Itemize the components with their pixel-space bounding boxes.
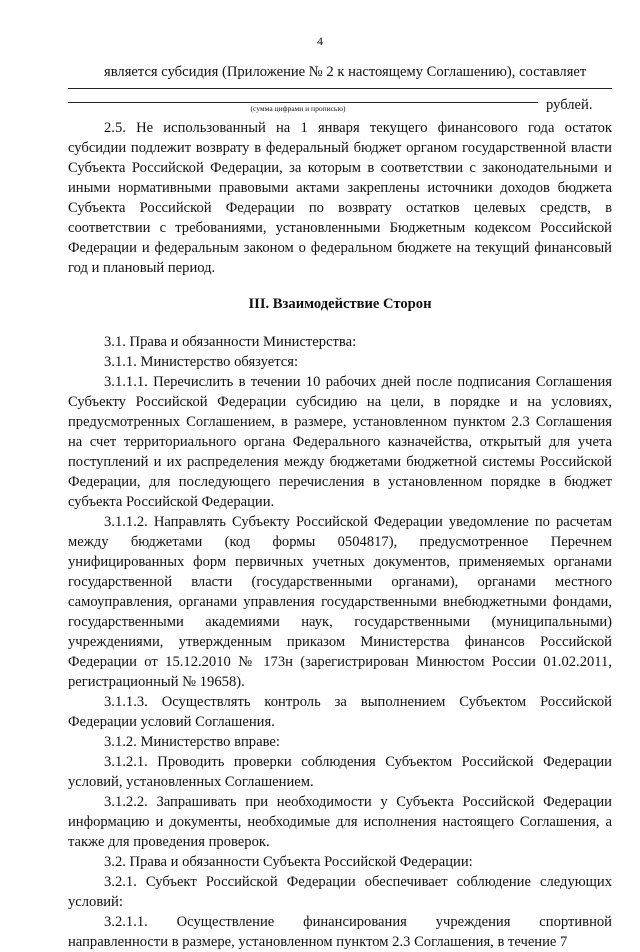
paragraph-3-1-1-2: 3.1.1.2. Направлять Субъекту Российской Федерации уведомление по расчетам между бюджетами (код формы 0504817), предусмотренное Перечнем унифицированных форм первичных учетных документов, применяемых органами государственной власти (государственными органами), органами местного самоуправления, органами управления государственными внебюджетными фондами, государственными академиями наук, государственными (муниципальными) учреждениями, утвержденным приказом Министерства финансов Российской Федерации от 15.12.2010 № 173н (зарегистрирован Минюстом России 01.02.2011, регистрационный № 19658). bbox=[68, 514, 612, 690]
intro-line: является субсидия (Приложение № 2 к настоящему Соглашению), составляет bbox=[104, 64, 587, 80]
paragraph-3-2-1: 3.2.1. Субъект Российской Федерации обеспечивает соблюдение следующих условий: bbox=[68, 874, 612, 910]
paragraph-3-2-1-1: 3.2.1.1. Осуществление финансирования учреждения спортивной направленности в размере, установленном пунктом 2.3 Соглашения, в течение 7 bbox=[68, 914, 612, 950]
paragraph-3-1-1-1: 3.1.1.1. Перечислить в течении 10 рабочих дней после подписания Соглашения Субъекту Российской Федерации субсидию на цели, в порядке и на условиях, предусмотренных Соглашением, в размере, установленном пунктом 2.3 Соглашения на счет территориального органа Федерального казначейства, открытый для учета поступлений и их распределения между бюджетами бюджетной системы Российской Федерации, для последующего перечисления в установленном порядке в бюджет субъекта Российской Федерации. bbox=[68, 374, 612, 510]
paragraph-3-2: 3.2. Права и обязанности Субъекта Российской Федерации: bbox=[104, 854, 473, 870]
sum-unit: рублей. bbox=[546, 97, 593, 113]
page-number: 4 bbox=[317, 34, 323, 48]
document-body bbox=[68, 62, 612, 952]
paragraph-3-1-2-1: 3.1.2.1. Проводить проверки соблюдения Субъектом Российской Федерации условий, установленных Соглашением. bbox=[68, 754, 612, 790]
sum-caption: (сумма цифрами и прописью) bbox=[250, 104, 346, 113]
paragraph-3-1-2: 3.1.2. Министерство вправе: bbox=[104, 734, 280, 750]
section-heading: III. Взаимодействие Сторон bbox=[248, 296, 432, 312]
sum-underline-top bbox=[68, 88, 612, 89]
paragraph-3-1: 3.1. Права и обязанности Министерства: bbox=[104, 334, 357, 350]
paragraph-3-1-1: 3.1.1. Министерство обязуется: bbox=[104, 354, 299, 370]
sum-underline bbox=[68, 102, 538, 103]
paragraph-3-1-2-2: 3.1.2.2. Запрашивать при необходимости у Субъекта Российской Федерации информацию и документы, необходимые для исполнения настоящего Соглашения, а также для проведения проверок. bbox=[68, 794, 612, 850]
paragraph-2-5: 2.5. Не использованный на 1 января текущего финансового года остаток субсидии подлежит возврату в федеральный бюджет органом государственной власти Субъекта Российской Федерации, за которым в соответствии с законодательными и иными нормативными правовыми актами закреплены источники доходов бюджета Субъекта Российской Федерации по возврату остатков целевых средств, в соответствии с требованиями, установленными Бюджетным кодексом Российской Федерации и федеральным законом о федеральном бюджете на текущий финансовый год и плановый период. bbox=[68, 120, 612, 276]
paragraph-3-1-1-3: 3.1.1.3. Осуществлять контроль за выполнением Субъектом Российской Федерации условий Соглашения. bbox=[68, 694, 612, 730]
sum-field bbox=[68, 82, 612, 116]
